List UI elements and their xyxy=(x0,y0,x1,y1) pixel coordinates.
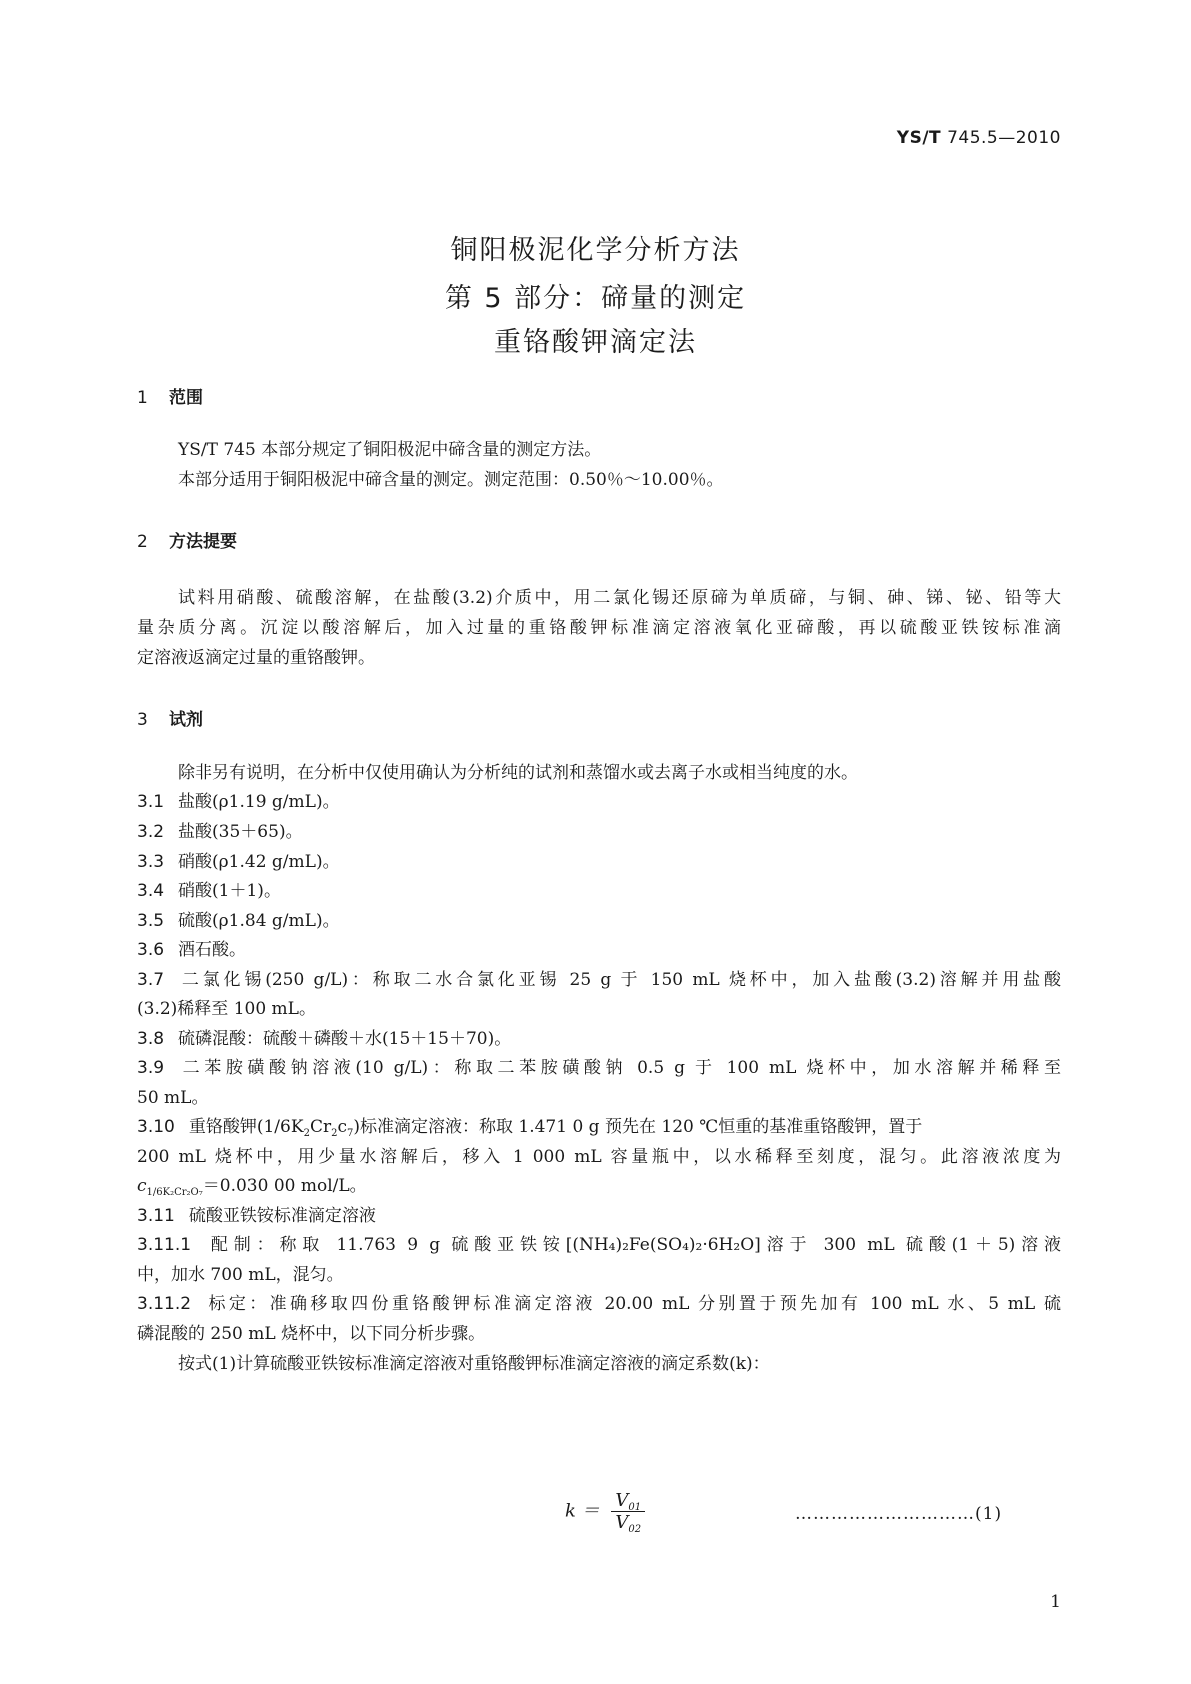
formula-lhs: k ＝ xyxy=(565,1500,600,1522)
clause-number: 3.11.1 xyxy=(137,1235,192,1255)
paragraph: YS/T 745 本部分规定了铜阳极泥中碲含量的测定方法。 xyxy=(178,440,602,460)
paragraph-line: 定溶液返滴定过量的重铬酸钾。 xyxy=(137,648,375,668)
section-title: 方法提要 xyxy=(169,532,237,552)
section-heading xyxy=(137,527,237,552)
list-item-continuation: 中，加水 700 mL，混匀。 xyxy=(137,1265,344,1285)
list-item: 3.9 二苯胺磺酸钠溶液(10 g/L)：称取二苯胺磺酸钠 0.5 g 于 100 mL 烧杯中，加水溶解并稀释至 xyxy=(137,1058,1061,1078)
list-item: 3.11.2 标定：准确移取四份重铬酸钾标准滴定溶液 20.00 mL 分别置于预先加有 100 mL 水、5 mL 硫 xyxy=(137,1294,1061,1314)
list-item: 3.1 盐酸(ρ1.19 g/mL)。 xyxy=(137,792,340,812)
page-number: 1 xyxy=(1050,1592,1061,1612)
clause-number: 3.3 xyxy=(137,852,165,872)
list-item: 3.3 硝酸(ρ1.42 g/mL)。 xyxy=(137,852,340,872)
clause-number: 3.11 xyxy=(137,1206,175,1226)
list-item: 3.11.1 配制：称取 11.763 9 g 硫酸亚铁铵[(NH₄)₂Fe(SO₄)₂·6H₂O]溶于 300 mL 硫酸(1＋5)溶液 xyxy=(137,1235,1061,1255)
section-number: 1 xyxy=(137,388,148,408)
equation-number: …………………………(1) xyxy=(795,1504,1003,1524)
list-item: 3.10 重铬酸钾$(1/6K_2Cr_2c_7)$标准滴定溶液：称取 1.471 0 g 预先在 120 ℃恒重的基准重铬酸钾，置于 xyxy=(137,1117,923,1139)
section-title: 试剂 xyxy=(169,710,203,730)
concentration-expression: $c_{1/6K_2Cr_2O_7}=0.030$ 00 mol/L。 xyxy=(137,1176,367,1198)
fraction-numerator: $V_{01}$ xyxy=(611,1490,645,1512)
clause-number: 3.9 xyxy=(137,1058,165,1078)
section-number: 3 xyxy=(137,710,148,730)
list-item: 3.4 硝酸(1＋1)。 xyxy=(137,881,281,901)
fraction xyxy=(611,1490,645,1533)
standard-number xyxy=(897,128,1061,148)
clause-number: 3.1 xyxy=(137,792,165,812)
paragraph: 按式(1)计算硫酸亚铁铵标准滴定溶液对重铬酸钾标准滴定溶液的滴定系数(k)： xyxy=(178,1354,770,1374)
list-item: 3.11 硫酸亚铁铵标准滴定溶液 xyxy=(137,1206,376,1226)
clause-number: 3.5 xyxy=(137,911,165,931)
clause-number: 3.10 xyxy=(137,1117,175,1137)
section-number: 2 xyxy=(137,532,148,552)
standard-code: 745.5—2010 xyxy=(947,128,1061,148)
paragraph: 本部分适用于铜阳极泥中碲含量的测定。测定范围：0.50％～10.00％。 xyxy=(178,470,724,490)
section-title: 范围 xyxy=(169,388,203,408)
clause-number: 3.6 xyxy=(137,940,165,960)
title-line-3: 重铬酸钾滴定法 xyxy=(494,327,697,358)
list-item: 3.5 硫酸(ρ1.84 g/mL)。 xyxy=(137,911,340,931)
list-item-continuation: 磷混酸的 250 mL 烧杯中，以下同分析步骤。 xyxy=(137,1324,486,1344)
formula xyxy=(565,1490,645,1533)
list-item: 3.2 盐酸(35＋65)。 xyxy=(137,822,303,842)
list-item-continuation: 50 mL。 xyxy=(137,1088,209,1108)
fraction-denominator: $V_{02}$ xyxy=(615,1512,642,1535)
list-item-continuation: (3.2)稀释至 100 mL。 xyxy=(137,999,316,1019)
title-line-1: 铜阳极泥化学分析方法 xyxy=(450,235,741,266)
paragraph-line: 试料用硝酸、硫酸溶解，在盐酸(3.2)介质中，用二氯化锡还原碲为单质碲，与铜、砷、锑、铋、铅等大 xyxy=(178,588,1061,608)
title-line-2: 第 5 部分：碲量的测定 xyxy=(444,283,747,314)
clause-number: 3.8 xyxy=(137,1029,165,1049)
list-item-continuation: 200 mL 烧杯中，用少量水溶解后，移入 1 000 mL 容量瓶中，以水稀释至刻度，混匀。此溶液浓度为 xyxy=(137,1147,1061,1167)
paragraph-line: 量杂质分离。沉淀以酸溶解后，加入过量的重铬酸钾标准滴定溶液氧化亚碲酸，再以硫酸亚铁铵标准滴 xyxy=(137,618,1061,638)
standard-prefix: YS/T xyxy=(896,128,942,148)
list-item: 3.7 二氯化锡(250 g/L)：称取二水合氯化亚锡 25 g 于 150 mL 烧杯中，加入盐酸(3.2)溶解并用盐酸 xyxy=(137,970,1061,990)
clause-number: 3.11.2 xyxy=(137,1294,192,1314)
list-item: 3.6 酒石酸。 xyxy=(137,940,247,960)
clause-number: 3.7 xyxy=(137,970,165,990)
paragraph: 除非另有说明，在分析中仅使用确认为分析纯的试剂和蒸馏水或去离子水或相当纯度的水。 xyxy=(178,763,858,783)
clause-number: 3.2 xyxy=(137,822,165,842)
section-heading xyxy=(137,383,203,408)
list-item: 3.8 硫磷混酸：硫酸＋磷酸＋水(15＋15＋70)。 xyxy=(137,1029,512,1049)
clause-number: 3.4 xyxy=(137,881,165,901)
section-heading xyxy=(137,705,203,730)
